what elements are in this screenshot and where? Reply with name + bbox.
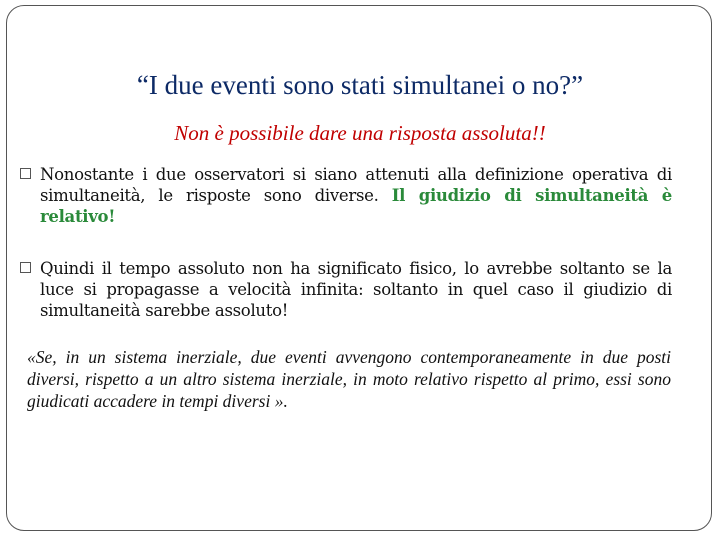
checkbox-bullet-icon bbox=[20, 262, 31, 273]
checkbox-bullet-icon bbox=[20, 168, 31, 179]
bullet-highlight: Il giudizio di simultaneità è relativo! bbox=[40, 186, 672, 226]
quote-paragraph bbox=[27, 346, 671, 412]
bullet-item-1 bbox=[40, 164, 672, 227]
bullet-item-2 bbox=[40, 258, 672, 321]
bullet-text: Quindi il tempo assoluto non ha significato fisico, lo avrebbe soltanto se la luce si propagasse a velocità infinita: soltanto in quel caso il giudizio di simultaneità sarebbe assoluto! bbox=[40, 259, 672, 320]
quote-text: «Se, in un sistema inerziale, due eventi avvengono contemporaneamente in due posti diversi, rispetto a un altro sistema inerziale, in moto relativo rispetto al primo, essi sono giudicati accadere in tempi diversi ». bbox=[27, 347, 671, 411]
slide-title: “I due eventi sono stati simultanei o no?” bbox=[136, 70, 584, 100]
bullet-text: Nonostante i due osservatori si siano attenuti alla definizione operativa di simultaneità, le risposte sono diverse. bbox=[40, 165, 672, 205]
slide-subtitle: Non è possibile dare una risposta assoluta!! bbox=[174, 121, 546, 145]
